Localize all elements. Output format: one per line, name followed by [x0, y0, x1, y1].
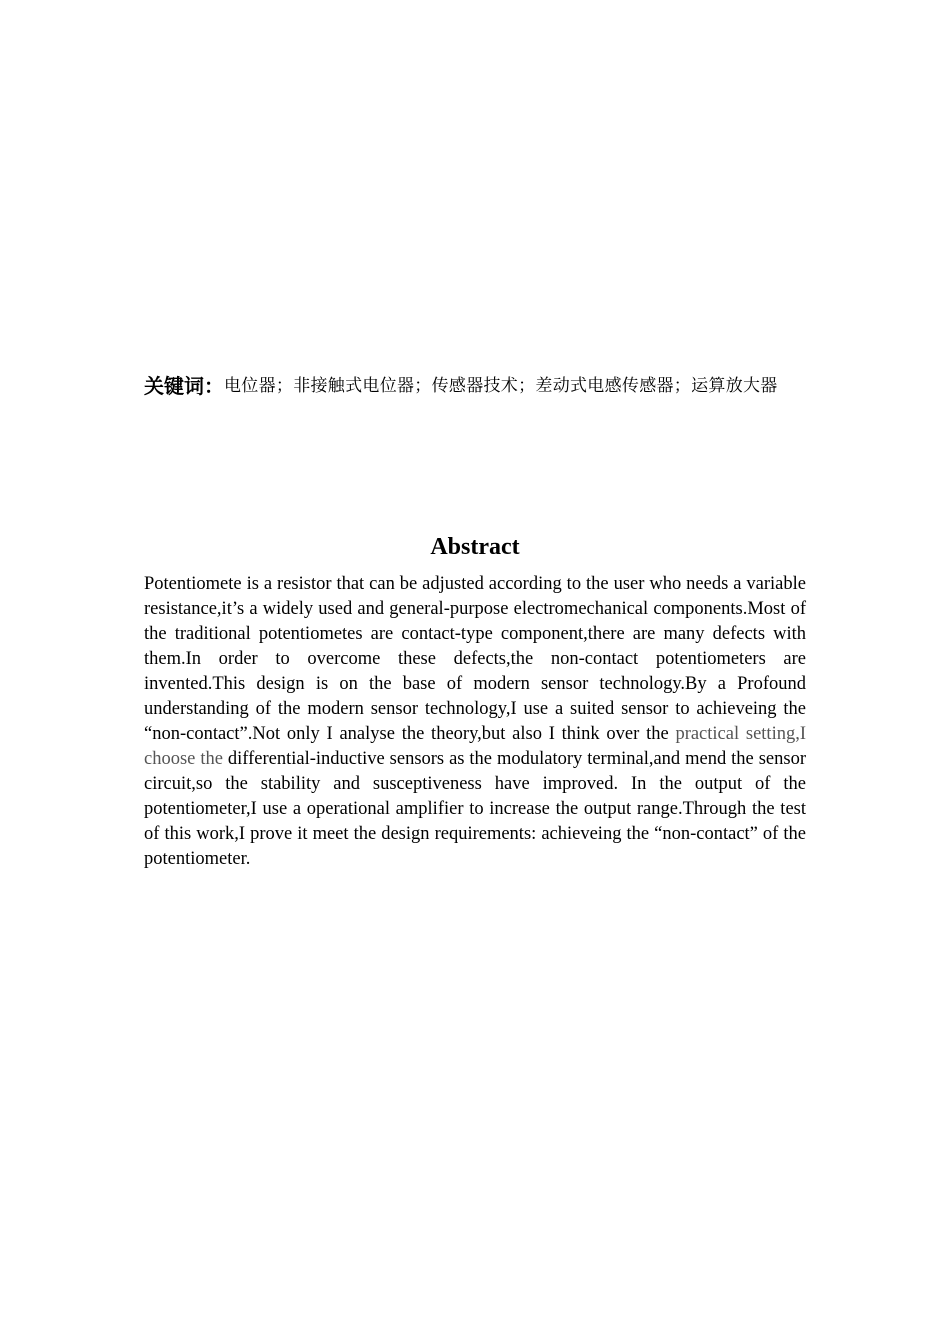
- abstract-text-part3: differential-inductive sensors as the modulatory terminal,and mend the sensor circuit,so the stability and susceptiveness have improved. In the output of the potentiometer,I use a operational amplifier to increase the output range.Through the test of this work,I prove it meet the design requirements: achieveing the “non-contact” of the potentiometer.: [144, 749, 806, 869]
- keywords-section: [144, 373, 806, 399]
- abstract-body: [144, 572, 806, 872]
- abstract-title: Abstract: [430, 534, 520, 560]
- keywords-text: 电位器；非接触式电位器；传感器技术；差动式电感传感器；运算放大器: [224, 376, 778, 396]
- abstract-text-part2: practical setting,I choose the: [144, 724, 806, 769]
- keywords-label: 关键词：: [144, 374, 224, 398]
- abstract-text-part1: Potentiomete is a resistor that can be adjusted according to the user who needs a variable resistance,it’s a widely used and general-purpose electromechanical components.Most of the traditional potentiometes are contact-type component,there are many defects with them.In order to overcome these defects,the non-contact potentiometers are invented.This design is on the base of modern sensor technology.By a Profound understanding of the modern sensor technology,I use a suited sensor to achieveing the “non-contact”.Not only I analyse the theory,but also I think over the: [144, 574, 806, 744]
